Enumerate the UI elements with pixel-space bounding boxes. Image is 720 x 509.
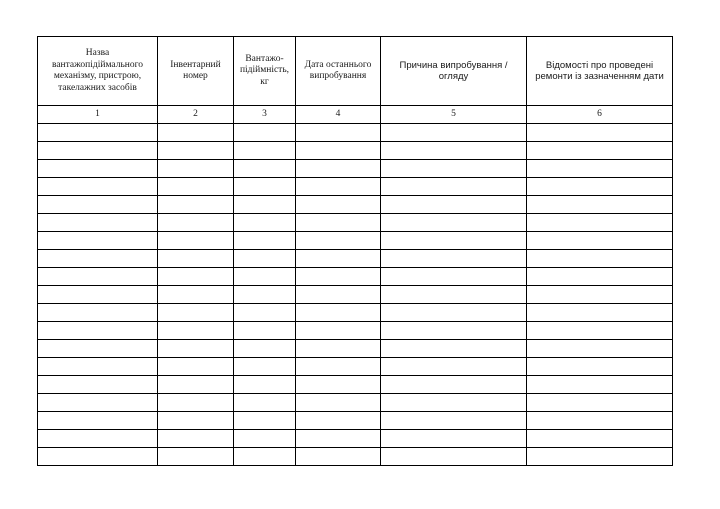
table-cell xyxy=(158,268,234,286)
table-cell xyxy=(38,304,158,322)
table-cell xyxy=(296,268,381,286)
table-row xyxy=(38,376,673,394)
table-cell xyxy=(381,178,527,196)
table-cell xyxy=(234,394,296,412)
table-cell xyxy=(296,160,381,178)
table-row xyxy=(38,196,673,214)
table-cell xyxy=(527,214,673,232)
table-cell xyxy=(527,358,673,376)
table-cell xyxy=(234,160,296,178)
table-row xyxy=(38,448,673,466)
table-cell xyxy=(234,178,296,196)
table-cell xyxy=(296,430,381,448)
table-cell xyxy=(38,430,158,448)
table-cell xyxy=(234,448,296,466)
table-cell xyxy=(158,178,234,196)
column-number: 2 xyxy=(158,106,234,124)
table-row xyxy=(38,322,673,340)
table-cell xyxy=(158,286,234,304)
table-cell xyxy=(381,376,527,394)
table-cell xyxy=(38,196,158,214)
table-cell xyxy=(381,340,527,358)
table-cell xyxy=(234,250,296,268)
table-cell xyxy=(296,214,381,232)
table-cell xyxy=(38,358,158,376)
table-cell xyxy=(158,322,234,340)
table-cell xyxy=(234,412,296,430)
column-header-inventory-number: Інвентарний номер xyxy=(158,37,234,106)
table-cell xyxy=(381,196,527,214)
table-cell xyxy=(296,250,381,268)
table-cell xyxy=(527,232,673,250)
table-cell xyxy=(381,124,527,142)
table-cell xyxy=(234,286,296,304)
column-header-load-capacity: Вантажо-підіймність, кг xyxy=(234,37,296,106)
table-cell xyxy=(527,178,673,196)
table-cell xyxy=(296,232,381,250)
column-number: 1 xyxy=(38,106,158,124)
table-cell xyxy=(38,412,158,430)
table-cell xyxy=(527,430,673,448)
table-row xyxy=(38,142,673,160)
column-header-mechanism-name: Назва вантажопідіймального механізму, пристрою, такелажних засобів xyxy=(38,37,158,106)
table-cell xyxy=(296,196,381,214)
table-cell xyxy=(296,412,381,430)
table-cell xyxy=(158,304,234,322)
table-cell xyxy=(234,232,296,250)
table-cell xyxy=(381,286,527,304)
column-header-repairs-info: Відомості про проведені ремонти із зазначенням дати xyxy=(527,37,673,106)
table-row xyxy=(38,178,673,196)
table-cell xyxy=(234,142,296,160)
table-cell xyxy=(234,214,296,232)
table-cell xyxy=(381,142,527,160)
table-cell xyxy=(296,142,381,160)
table-cell xyxy=(38,340,158,358)
table-cell xyxy=(158,430,234,448)
table-cell xyxy=(234,304,296,322)
table-cell xyxy=(158,124,234,142)
column-number-row xyxy=(38,106,673,124)
table-cell xyxy=(234,322,296,340)
table-cell xyxy=(527,412,673,430)
table-cell xyxy=(527,340,673,358)
table-cell xyxy=(38,268,158,286)
table-cell xyxy=(527,196,673,214)
column-number: 5 xyxy=(381,106,527,124)
table-cell xyxy=(381,322,527,340)
table-cell xyxy=(381,358,527,376)
table-cell xyxy=(296,178,381,196)
table-cell xyxy=(38,178,158,196)
table-row xyxy=(38,124,673,142)
column-number: 6 xyxy=(527,106,673,124)
table-cell xyxy=(296,394,381,412)
table-cell xyxy=(296,376,381,394)
table-cell xyxy=(158,376,234,394)
table-cell xyxy=(296,448,381,466)
column-header-test-reason: Причина випробування / огляду xyxy=(381,37,527,106)
table-cell xyxy=(381,214,527,232)
table-cell xyxy=(38,250,158,268)
table-cell xyxy=(158,358,234,376)
table-cell xyxy=(381,268,527,286)
table-cell xyxy=(234,124,296,142)
table-cell xyxy=(38,214,158,232)
table-cell xyxy=(527,448,673,466)
table-cell xyxy=(296,322,381,340)
table-cell xyxy=(38,232,158,250)
table-cell xyxy=(381,304,527,322)
table-cell xyxy=(158,232,234,250)
table-cell xyxy=(381,394,527,412)
table-cell xyxy=(234,268,296,286)
header-row xyxy=(38,37,673,106)
table-cell xyxy=(296,124,381,142)
table-cell xyxy=(296,340,381,358)
table-cell xyxy=(234,358,296,376)
table-row xyxy=(38,430,673,448)
table-row xyxy=(38,268,673,286)
table-cell xyxy=(158,412,234,430)
table-cell xyxy=(158,142,234,160)
table-cell xyxy=(381,250,527,268)
column-header-last-test-date: Дата останнього випробування xyxy=(296,37,381,106)
table-row xyxy=(38,286,673,304)
column-number: 3 xyxy=(234,106,296,124)
table-cell xyxy=(381,430,527,448)
table-row xyxy=(38,340,673,358)
table-cell xyxy=(38,376,158,394)
table-row xyxy=(38,250,673,268)
table-cell xyxy=(381,448,527,466)
table-cell xyxy=(38,322,158,340)
table-cell xyxy=(527,286,673,304)
table-cell xyxy=(38,142,158,160)
table-cell xyxy=(296,358,381,376)
equipment-register-table xyxy=(37,36,673,466)
table-cell xyxy=(234,430,296,448)
table-cell xyxy=(527,160,673,178)
table-cell xyxy=(38,286,158,304)
table-row xyxy=(38,214,673,232)
table-cell xyxy=(38,124,158,142)
table-cell xyxy=(296,286,381,304)
table-cell xyxy=(527,250,673,268)
blank-rows xyxy=(38,124,673,466)
table-cell xyxy=(381,232,527,250)
table-cell xyxy=(381,160,527,178)
table-cell xyxy=(158,250,234,268)
table-cell xyxy=(527,268,673,286)
table-cell xyxy=(158,196,234,214)
table-cell xyxy=(296,304,381,322)
table-cell xyxy=(527,304,673,322)
table-cell xyxy=(38,394,158,412)
table-cell xyxy=(158,394,234,412)
table-cell xyxy=(38,160,158,178)
table-row xyxy=(38,160,673,178)
table-cell xyxy=(158,214,234,232)
table-cell xyxy=(38,448,158,466)
table-row xyxy=(38,232,673,250)
table-cell xyxy=(527,376,673,394)
table-cell xyxy=(527,394,673,412)
table-cell xyxy=(527,142,673,160)
table-row xyxy=(38,394,673,412)
table-cell xyxy=(158,340,234,358)
table-cell xyxy=(527,124,673,142)
table-cell xyxy=(527,322,673,340)
table-row xyxy=(38,358,673,376)
table-cell xyxy=(234,196,296,214)
table-row xyxy=(38,304,673,322)
table-cell xyxy=(234,376,296,394)
column-number: 4 xyxy=(296,106,381,124)
table-row xyxy=(38,412,673,430)
table-cell xyxy=(234,340,296,358)
table-cell xyxy=(158,160,234,178)
table-cell xyxy=(158,448,234,466)
table-cell xyxy=(381,412,527,430)
